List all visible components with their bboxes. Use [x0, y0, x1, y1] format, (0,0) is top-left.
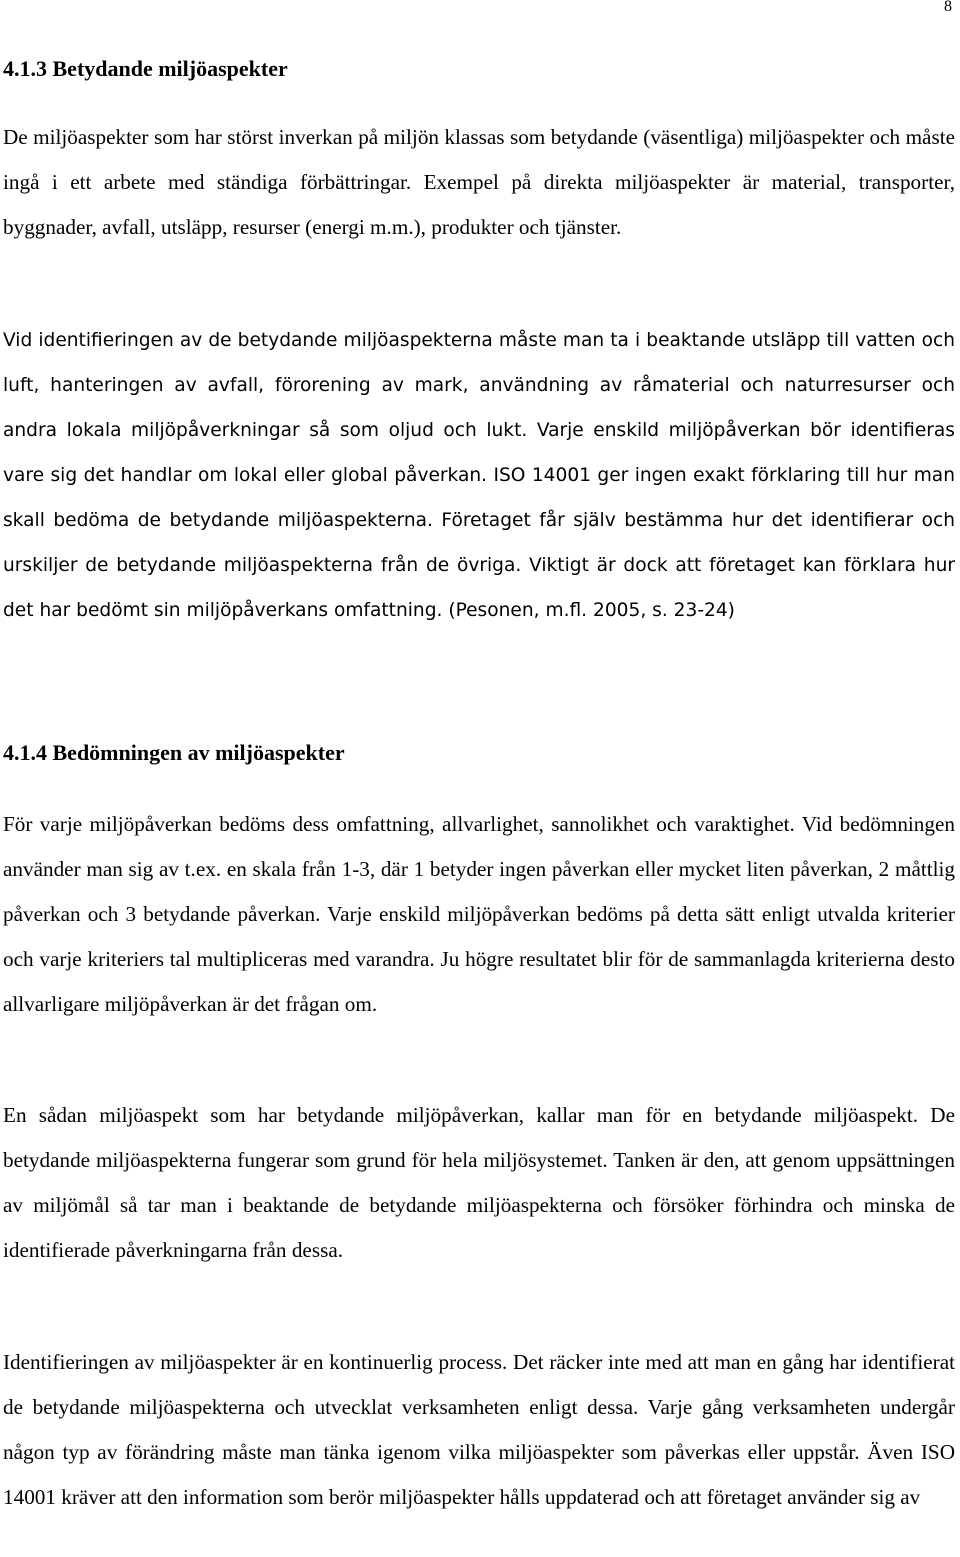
paragraph-2: Vid identifieringen av de betydande miljöaspekterna måste man ta i beaktande utsläpp till vatten och luft, hanteringen av avfall, förorening av mark, användning av råmaterial och naturresurser och andra lokala miljöpåverkningar så som oljud och lukt. Varje enskild miljöpåverkan bör identifieras vare sig det handlar om lokal eller global påverkan. ISO 14001 ger ingen exakt förklaring till hur man skall bedöma de betydande miljöaspekterna. Företaget får själv bestämma hur det identifierar och urskiljer de betydande miljöaspekterna från de övriga. Viktigt är dock att företaget kan förklara hur det har bedömt sin miljöpåverkans omfattning. (Pesonen, m.fl. 2005, s. 23-24): [3, 330, 955, 621]
section-heading-4-1-3: 4.1.3 Betydande miljöaspekter: [3, 56, 288, 81]
page-number: 8: [944, 0, 952, 15]
paragraph-4: En sådan miljöaspekt som har betydande miljöpåverkan, kallar man för en betydande miljöaspekt. De betydande miljöaspekterna fungerar som grund för hela miljösystemet. Tanken är den, att genom uppsättningen av miljömål så tar man i beaktande de betydande miljöaspekterna och försöker förhindra och minska de identifierade påverkningarna från dessa.: [3, 1103, 955, 1262]
section-heading-4-1-4: 4.1.4 Bedömningen av miljöaspekter: [3, 740, 345, 765]
paragraph-1: De miljöaspekter som har störst inverkan på miljön klassas som betydande (väsentliga) miljöaspekter och måste ingå i ett arbete med ständiga förbättringar. Exempel på direkta miljöaspekter är material, transporter, byggnader, avfall, utsläpp, resurser (energi m.m.), produkter och tjänster.: [3, 125, 955, 239]
paragraph-3: För varje miljöpåverkan bedöms dess omfattning, allvarlighet, sannolikhet och varaktighet. Vid bedömningen använder man sig av t.ex. en skala från 1-3, där 1 betyder ingen påverkan eller mycket liten påverkan, 2 måttlig påverkan och 3 betydande påverkan. Varje enskild miljöpåverkan bedöms på detta sätt enligt utvalda kriterier och varje kriteriers tal multipliceras med varandra. Ju högre resultatet blir för de sammanlagda kriterierna desto allvarligare miljöpåverkan är det frågan om.: [3, 812, 955, 1016]
paragraph-5: Identifieringen av miljöaspekter är en kontinuerlig process. Det räcker inte med att man en gång har identifierat de betydande miljöaspekterna och utvecklat verksamheten enligt dessa. Varje gång verksamheten undergår någon typ av förändring måste man tänka igenom vilka miljöaspekter som påverkas eller uppstår. Även ISO 14001 kräver att den information som berör miljöaspekter hålls uppdaterad och att företaget använder sig av: [3, 1350, 955, 1509]
